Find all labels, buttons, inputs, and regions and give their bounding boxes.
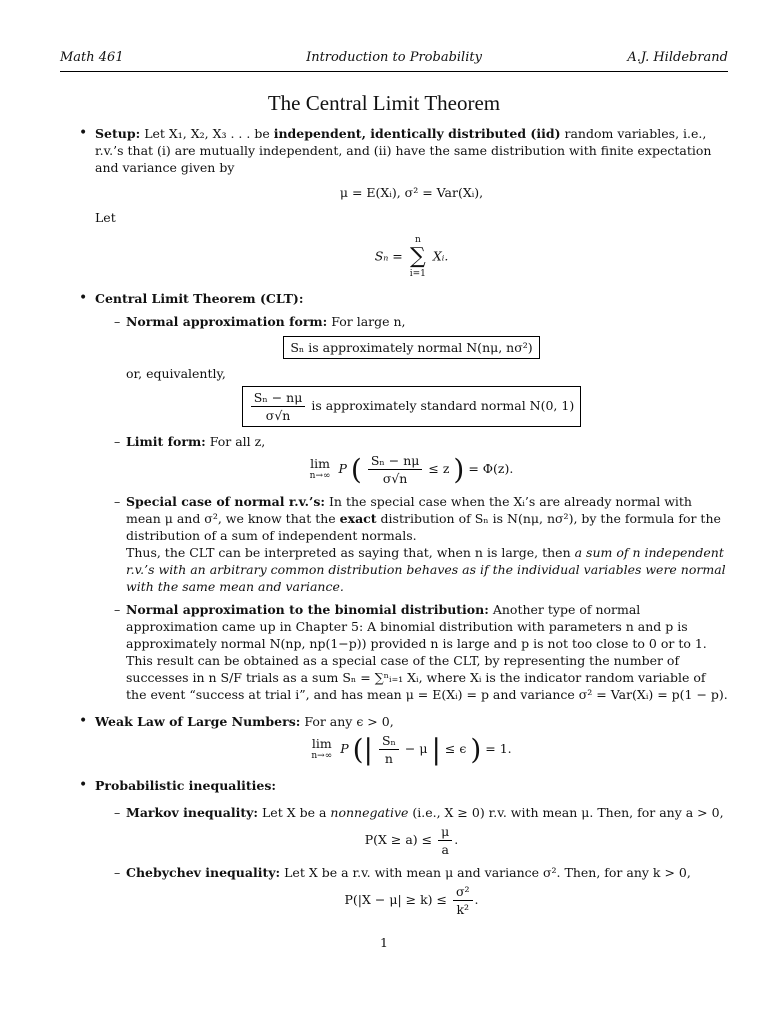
dash-icon: – [114, 865, 121, 880]
document-body [77, 125, 728, 920]
section-setup: • Setup: Let X₁, X₂, X₃ . . . be independent, identically distributed (iid) random variables, i.e., r.v.’s that (i) are mutually independent, and (ii) have the same distribution with finite expectation and variance given by μ = E(Xᵢ), σ² = Var(Xᵢ), Let Sₙ = n ∑ i=1 Xᵢ. [77, 125, 728, 280]
header-rule [60, 71, 728, 72]
equation-limit-form: lim n→∞ P ( $\frac{\text{Sₙ − nμ}}{\sigma√n}$ ≤ z ) = Φ(z). [309, 453, 514, 486]
clt-special-case: – Special case of normal r.v.’s: In the special case when the Xᵢ’s are already normal with mean μ and σ², we know that the exact distribution of Sₙ is N(nμ, nσ²), by the formula for the distribution of a sum of independent normals. Thus, the CLT can be interpreted as saying that, when n is large, then a sum of n independent r.v.’s with an arbitrary common distribution behaves as if the individual variables were normal with the same mean and variance. [114, 494, 726, 594]
clt-normal-approx: – Normal approximation form: For large n, Sₙ is approximately normal N(nμ, nσ²) or, equivalently, $\frac{\text{Sₙ − nμ}}{\sigma√n}$ is approximately standard normal N(0, 1) [95, 313, 728, 427]
dash-icon: – [114, 434, 121, 449]
section-clt [77, 290, 728, 703]
header-course: Math 461 [60, 50, 124, 65]
setup-label: Setup: [95, 126, 141, 141]
clt-binomial: – Normal approximation to the binomial distribution: Another type of normal approximation came up in Chapter 5: A binomial distribution with parameters n and p is approximately normal N(np, np(1−p)) provided n is large and p is not too close to 0 or to 1. This result can be obtained as a special case of the CLT, by representing the number of successes in n S/F trials as a sum Sₙ = ∑ⁿᵢ₌₁ Xᵢ, where Xᵢ is the indicator random variable of the event “success at trial i”, and has mean μ = E(Xᵢ) = p and variance σ² = Var(Xᵢ) = p(1 − p). [114, 602, 728, 702]
bullet-icon: • [79, 713, 88, 729]
bullet-icon: • [79, 125, 88, 141]
equation-markov: P(X ≥ a) ≤ $\frac{\mu}{a}$ . [364, 824, 459, 857]
dash-icon: – [114, 602, 121, 617]
equation-mean-variance: μ = E(Xᵢ), σ² = Var(Xᵢ), [339, 185, 484, 200]
chebychev-inequality: – Chebychev inequality: Let X be a r.v. with mean μ and variance σ². Then, for any k > 0, P(|X − μ| ≥ k) ≤ $\frac{\text{σ²}}{\text{k²}}$ . [95, 864, 728, 918]
equation-sum-sn: Sₙ = n ∑ i=1 Xᵢ. [374, 235, 449, 279]
section-inequalities: • Probabilistic inequalities: – Markov inequality: Let X be a nonnegative (i.e., X ≥ 0) r.v. with mean μ. Then, for any a > 0, P(X ≥ a) ≤ $\frac{\mu}{a}$ . – Chebychev inequality: Let X be a r.v. with mean μ and variance σ². Then, for any k > 0, P(|X − μ| ≥ k) ≤ $\frac{\text{σ²}}{\text{k²}}$ . [77, 777, 728, 918]
dash-icon: – [114, 314, 121, 329]
page-header [60, 50, 728, 70]
header-course-title: Introduction to Probability [306, 50, 482, 65]
bullet-icon: • [79, 777, 88, 793]
equation-wlln: lim n→∞ P (| $\frac{\text{Sₙ}}{n}$ − μ | ≤ ϵ ) = 1. [311, 733, 512, 766]
dash-icon: – [114, 494, 121, 509]
bullet-icon: • [79, 290, 88, 306]
page-number: 1 [380, 935, 388, 950]
section-wlln: • Weak Law of Large Numbers: For any ϵ > 0, lim n→∞ P (| $\frac{\text{Sₙ}}{n}$ − μ | ≤ ϵ ) = 1. [77, 713, 728, 767]
clt-limit-form: – Limit form: For all z, lim n→∞ P ( $\frac{\text{Sₙ − nμ}}{\sigma√n}$ ≤ z ) = Φ(z). [95, 433, 728, 487]
markov-inequality: – Markov inequality: Let X be a nonnegative (i.e., X ≥ 0) r.v. with mean μ. Then, for any a > 0, P(X ≥ a) ≤ $\frac{\mu}{a}$ . [95, 804, 728, 858]
dash-icon: – [114, 805, 121, 820]
clt-label: Central Limit Theorem (CLT): [95, 291, 304, 306]
boxed-statement-standard-normal: $\frac{\text{Sₙ − nμ}}{\sigma√n}$ is approximately standard normal N(0, 1) [242, 386, 581, 427]
sum-symbol: n ∑ i=1 [409, 235, 426, 279]
header-author: A.J. Hildebrand [627, 50, 728, 65]
boxed-statement-normal: Sₙ is approximately normal N(nμ, nσ²) [283, 336, 539, 359]
fraction-standardized: $\frac{\text{Sₙ − nμ}}{\sigma√n}$ [251, 389, 306, 424]
page-title: The Central Limit Theorem [267, 91, 501, 115]
equation-chebychev: P(|X − μ| ≥ k) ≤ $\frac{\text{σ²}}{\text{k²}}$ . [344, 884, 479, 917]
